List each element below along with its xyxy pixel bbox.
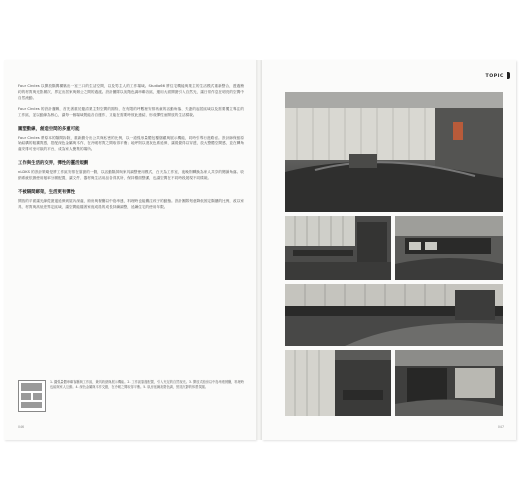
page-number: 047 [497, 425, 504, 429]
interior-photo-bedroom [285, 350, 391, 416]
section-paragraph: 開放的平面讓光線從窗邊延伸到屋內深處，廚房與餐廳以中島串連，料理時也能關注孩子的動態。設計團隊刻意降低固定隔牆的比例，改以家具、材質與高低差界定區域，讓空間能隨著家庭成員的成長持續調整，延續住宅的使用年限。 [18, 199, 244, 209]
intro-paragraph: Four Circles 的設計邏輯，首先著重於釐清業主對空間的期待，在有限的坪數裡安排孩童的活動角落、夫妻的起居區域以及需要獨立專注的工作區，並以動線為核心，讓每一個場域既能各自運作，又能在需要時彼此連結，形成彈性而開放的生活樣貌。 [18, 106, 244, 117]
intro-paragraph: Four Circles 以開放隔間構築出一室三口的生活空間，以及男主人的工作場域。Studio66 將住宅機能與業主的生活模式重新整合，透過簡約的材質與光影層次，界定出居家與辦公之間的過渡。設計團隊以灰階色調串聯各區，運用大面開窗引入自然光，讓日常作息在明亮的空間中自然流動。 [18, 84, 244, 100]
magazine-spread [0, 60, 520, 440]
section-paragraph: Four Circles 將原本的隔間拆除，重新劃分出公共與私密的比例，以一道弧形量體包覆儲藏與展示機能，同時引導行進路徑。設計師保留原始結構的粗獷質感，搭配深色金屬與木作，在冷暖材質之間取得平衡；地坪則以淺灰色系延伸，讓視覺得以穿透，放大整體空間感，並在轉角處安排可坐可臥的平台，成為家人聚集的場所。 [18, 135, 244, 152]
right-page [262, 60, 516, 440]
interior-photo-living [285, 284, 503, 346]
section-heading: 圍塑動線，創造空間的多重可能 [18, 126, 80, 132]
photo-layout-diagram [18, 380, 46, 412]
photo-caption [18, 380, 244, 420]
section-heading: 不被隔間綁架，生活更有彈性 [18, 190, 76, 196]
topic-label: TOPIC [485, 74, 504, 79]
interior-photo-corridor [395, 350, 503, 416]
page-number: 046 [18, 425, 25, 429]
section-heading: 工作與生活的交界，彈性的靈活規劃 [18, 161, 89, 167]
caption-text: 1. 圓弧量體串聯客廳與工作區，兼具收納與展示機能。2. 工作區靠窗配置，引入充足的自然採光。3. 開放式廚房以中島串連餐廳，料理時也能與家人互動。4. 深色金屬與木作交錯，在冷暖之間取得平衡。5. 臥房延續灰階色調，營造沉靜的休憩氛圍。 [50, 380, 244, 390]
interior-photo-workspace [285, 216, 391, 280]
interior-photo-kitchen [395, 216, 503, 280]
interior-photo-main [285, 92, 503, 212]
section-paragraph: nLDKS 的設計策略是將工作區安排在靠窗的一側，以活動隔屏與家具調整使用模式，白天為工作室，夜晚則轉換為家人共享的閱讀角落。收納系統依據使用頻率分層配置，讓文件、器材與生活用品各得其所，保持檯面整潔，也讓空間在不同時段展現不同樣貌。 [18, 170, 244, 181]
left-page [4, 60, 256, 440]
article-body [18, 84, 244, 216]
topic-marker-icon [507, 72, 510, 79]
